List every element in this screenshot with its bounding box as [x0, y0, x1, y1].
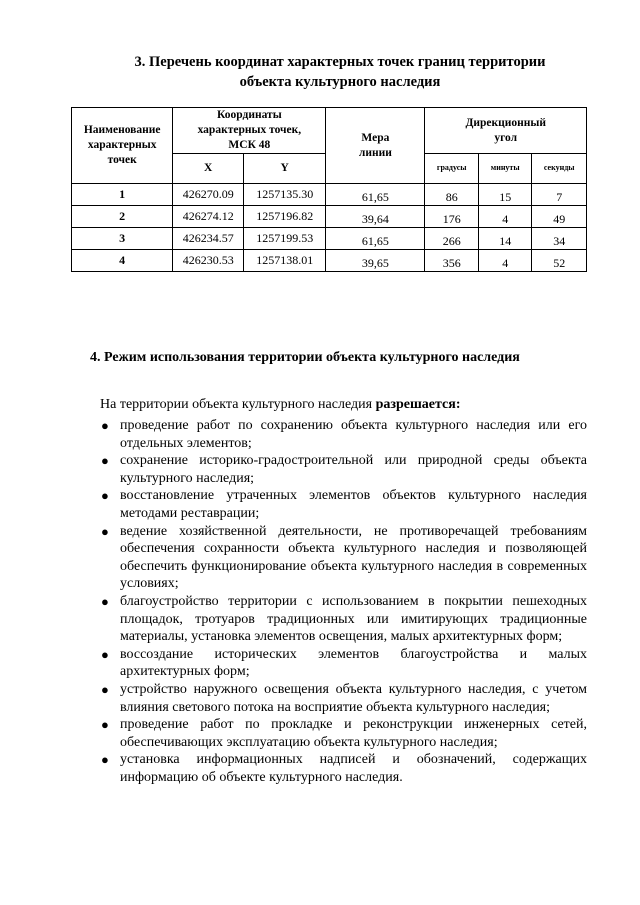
cell-degrees: 266 [425, 228, 479, 250]
cell-minutes: 15 [478, 184, 532, 206]
permissions-intro [100, 397, 461, 413]
cell-degrees: 176 [425, 206, 479, 228]
list-item-text: устройство наружного освещения объекта культурного наследия, с учетом влияния светового потока на восприятие объекта культурного наследия; [120, 681, 587, 715]
list-item-text: проведение работ по сохранению объекта культурного наследия или его отдельных элементов; [120, 418, 587, 451]
list-item-text: воссоздание исторических элементов благоустройства и малых архитектурных форм; [120, 646, 587, 680]
header-x: X [173, 154, 244, 184]
list-item [98, 593, 587, 646]
list-item-text: восстановление утраченных элементов объектов культурного наследия методами реставрации; [120, 488, 587, 521]
header-direction-angle: Дирекционный угол [425, 108, 587, 154]
bullet-icon: ● [101, 488, 109, 504]
intro-text: На территории объекта культурного наследия [100, 397, 376, 412]
cell-seconds: 49 [532, 206, 587, 228]
list-item [98, 646, 587, 681]
cell-y: 1257199.53 [244, 228, 326, 250]
list-item [98, 417, 587, 452]
cell-point: 3 [72, 228, 173, 250]
bullet-icon: ● [101, 418, 109, 433]
cell-measure: 39,64 [326, 206, 425, 228]
list-item-text: установка информационных надписей и обозначений, содержащих информацию об объекте культурного наследия. [120, 752, 587, 785]
cell-x: 426230.53 [173, 250, 244, 272]
list-item [98, 523, 587, 593]
list-item-text: сохранение историко-градостроительной или природной среды объекта культурного наследия; [120, 453, 587, 486]
intro-bold: разрешается: [375, 397, 461, 412]
cell-degrees: 86 [425, 184, 479, 206]
section-4-title: 4. Режим использования территории объекта культурного наследия [90, 350, 520, 365]
header-seconds: секунды [532, 154, 587, 184]
header-minutes: минуты [478, 154, 532, 184]
bullet-icon: ● [101, 593, 109, 609]
list-item-text: проведение работ по прокладке и реконструкции инженерных сетей, обеспечивающих эксплуатацию объекта культурного наследия; [120, 717, 587, 750]
table-row [72, 206, 587, 228]
bullet-icon: ● [101, 453, 109, 469]
cell-seconds: 7 [532, 184, 587, 206]
list-item [98, 751, 587, 786]
cell-x: 426274.12 [173, 206, 244, 228]
list-item [98, 452, 587, 487]
cell-point: 2 [72, 206, 173, 228]
section-3-title [60, 52, 620, 92]
header-coordinates: Координаты характерных точек, МСК 48 [173, 108, 326, 154]
table-row [72, 184, 587, 206]
header-line-measure: Мера линии [326, 108, 425, 184]
header-y: Y [244, 154, 326, 184]
cell-x: 426270.09 [173, 184, 244, 206]
table-row [72, 250, 587, 272]
list-item [98, 487, 587, 522]
cell-minutes: 4 [478, 206, 532, 228]
header-degrees: градусы [425, 154, 479, 184]
cell-degrees: 356 [425, 250, 479, 272]
cell-minutes: 4 [478, 250, 532, 272]
bullet-icon: ● [101, 681, 109, 697]
list-item [98, 716, 587, 751]
cell-x: 426234.57 [173, 228, 244, 250]
section-3-title-line-2: объекта культурного наследия [239, 74, 441, 90]
cell-minutes: 14 [478, 228, 532, 250]
permitted-activities-list [98, 417, 587, 786]
cell-point: 4 [72, 250, 173, 272]
section-3-title-line-1: 3. Перечень координат характерных точек границ территории [134, 54, 546, 70]
cell-point: 1 [72, 184, 173, 206]
cell-measure: 61,65 [326, 184, 425, 206]
bullet-icon: ● [101, 717, 109, 733]
cell-y: 1257138.01 [244, 250, 326, 272]
cell-y: 1257196.82 [244, 206, 326, 228]
cell-y: 1257135.30 [244, 184, 326, 206]
cell-measure: 39,65 [326, 250, 425, 272]
bullet-icon: ● [101, 752, 109, 768]
coordinates-table [71, 107, 587, 272]
cell-seconds: 52 [532, 250, 587, 272]
table-row [72, 228, 587, 250]
bullet-icon: ● [101, 646, 109, 662]
cell-seconds: 34 [532, 228, 587, 250]
list-item-text: благоустройство территории с использованием в покрытии пешеходных площадок, тротуаров традиционных или имитирующих традиционные материалы, установка элементов освещения, малых архитектурных форм; [120, 593, 587, 645]
bullet-icon: ● [101, 523, 109, 539]
cell-measure: 61,65 [326, 228, 425, 250]
list-item [98, 681, 587, 716]
list-item-text: ведение хозяйственной деятельности, не противоречащей требованиям обеспечения сохранности объекта культурного наследия и позволяющей обеспечить функционирование объекта культурного наследия в современных условиях; [120, 523, 587, 592]
header-point-name: Наименование характерных точек [72, 108, 173, 184]
